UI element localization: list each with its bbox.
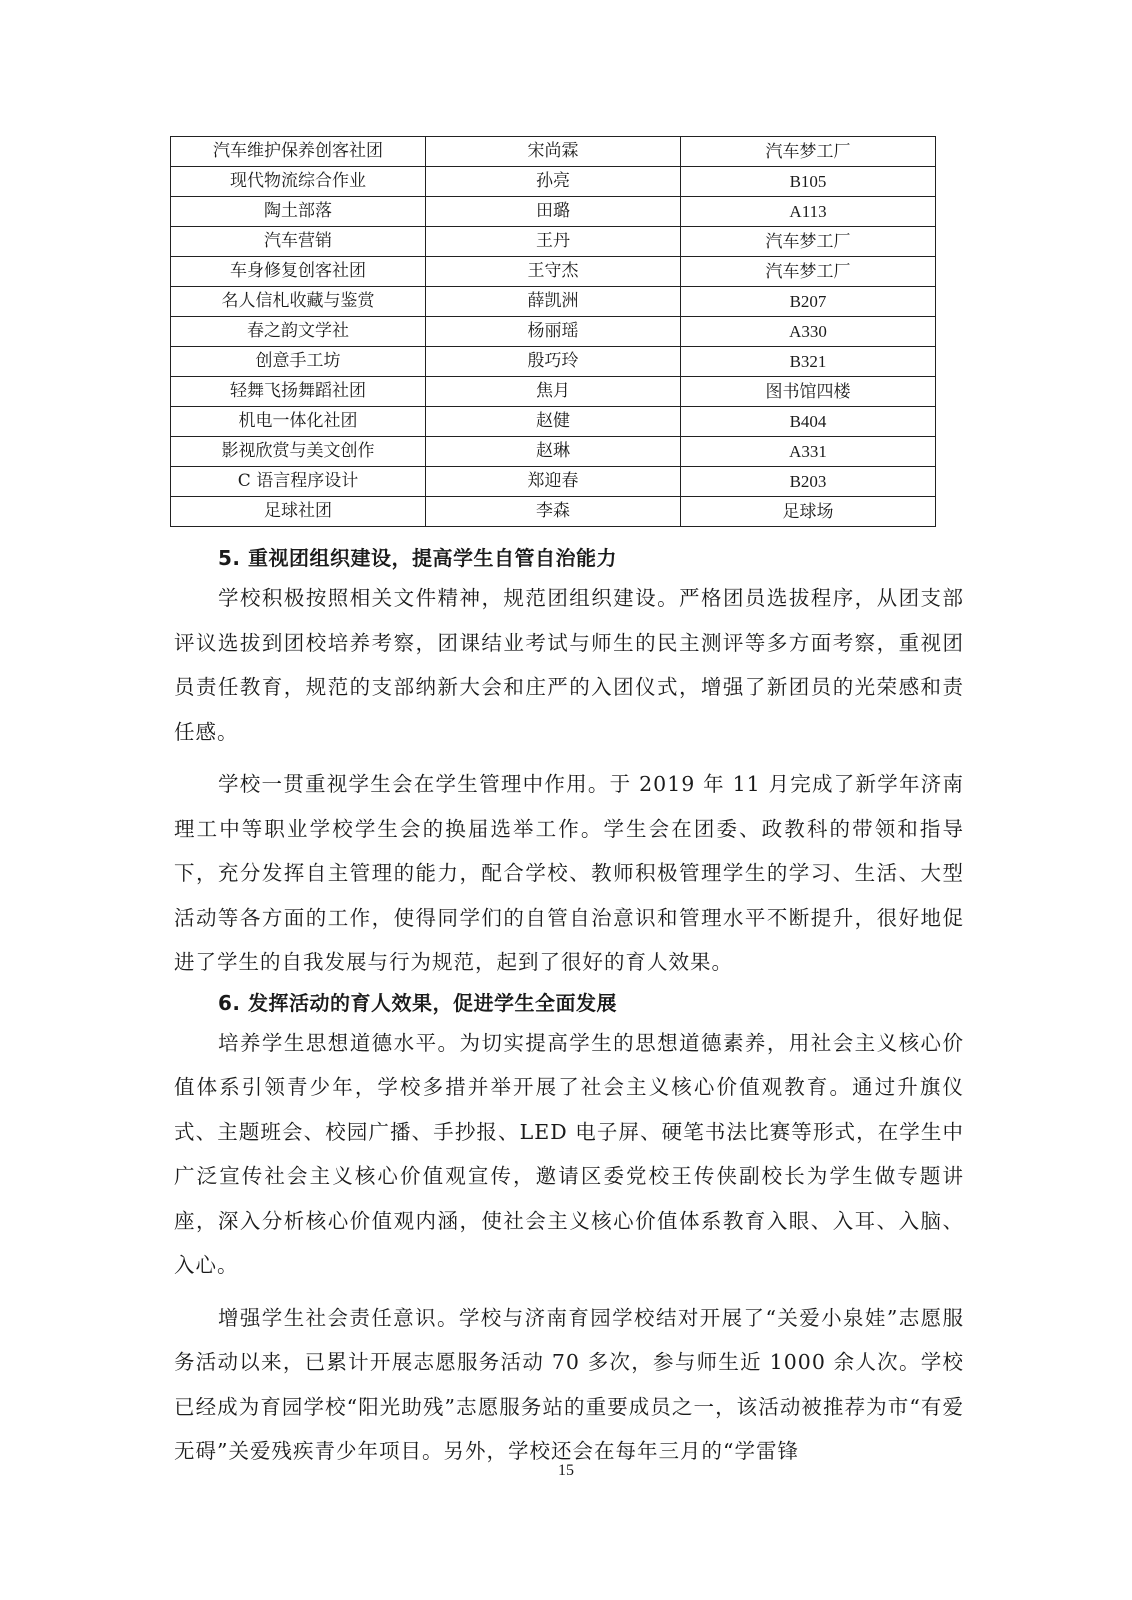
location-cell: 汽车梦工厂 (681, 137, 936, 167)
teacher-name-cell: 薛凯洲 (426, 287, 681, 317)
location-cell: 足球场 (681, 497, 936, 527)
club-name-cell: C 语言程序设计 (171, 467, 426, 497)
teacher-name-cell: 王丹 (426, 227, 681, 257)
page-number: 15 (558, 1462, 574, 1479)
location-cell: B207 (681, 287, 936, 317)
club-name-cell: 名人信札收藏与鉴赏 (171, 287, 426, 317)
club-name-cell: 汽车营销 (171, 227, 426, 257)
location-cell: A331 (681, 437, 936, 467)
location-cell: A113 (681, 197, 936, 227)
teacher-name-cell: 赵琳 (426, 437, 681, 467)
club-name-cell: 春之韵文学社 (171, 317, 426, 347)
table-row (171, 437, 936, 467)
teacher-name-cell: 孙亮 (426, 167, 681, 197)
section-6-heading: 6. 发挥活动的育人效果，促进学生全面发展 (218, 990, 617, 1015)
club-name-cell: 机电一体化社团 (171, 407, 426, 437)
teacher-name-cell: 田璐 (426, 197, 681, 227)
location-cell: 汽车梦工厂 (681, 257, 936, 287)
teacher-name-cell: 杨丽瑶 (426, 317, 681, 347)
teacher-name-cell: 王守杰 (426, 257, 681, 287)
club-name-cell: 影视欣赏与美文创作 (171, 437, 426, 467)
teacher-name-cell: 赵健 (426, 407, 681, 437)
teacher-name-cell: 宋尚霖 (426, 137, 681, 167)
club-name-cell: 车身修复创客社团 (171, 257, 426, 287)
section-5-paragraph-1: 学校积极按照相关文件精神，规范团组织建设。严格团员选拔程序，从团支部评议选拔到团校培养考察，团课结业考试与师生的民主测评等多方面考察，重视团员责任教育，规范的支部纳新大会和庄严的入团仪式，增强了新团员的光荣感和责任感。 (174, 586, 964, 744)
table-row (171, 287, 936, 317)
section-5-heading: 5. 重视团组织建设，提高学生自管自治能力 (218, 546, 617, 570)
location-cell: B404 (681, 407, 936, 437)
club-name-cell: 汽车维护保养创客社团 (171, 137, 426, 167)
section-6-paragraph-2: 增强学生社会责任意识。学校与济南育园学校结对开展了“关爱小泉娃”志愿服务活动以来，已累计开展志愿服务活动 70 多次，参与师生近 1000 余人次。学校已经成为育园学校“阳光助残”志愿服务站的重要成员之一，该活动被推荐为市“有爱无碍”关爱残疾青少年项目。另外，学校还会在每年三月的“学雷锋 (174, 1305, 964, 1463)
table-row (171, 167, 936, 197)
table-row (171, 197, 936, 227)
club-name-cell: 现代物流综合作业 (171, 167, 426, 197)
location-cell: B321 (681, 347, 936, 377)
location-cell: B203 (681, 467, 936, 497)
club-name-cell: 创意手工坊 (171, 347, 426, 377)
section-5-paragraph-2: 学校一贯重视学生会在学生管理中作用。于 2019 年 11 月完成了新学年济南理工中等职业学校学生会的换届选举工作。学生会在团委、政教科的带领和指导下，充分发挥自主管理的能力，配合学校、教师积极管理学生的学习、生活、大型活动等各方面的工作，使得同学们的自管自治意识和管理水平不断提升，很好地促进了学生的自我发展与行为规范，起到了很好的育人效果。 (174, 772, 964, 974)
body-content (174, 540, 964, 1474)
table-row (171, 467, 936, 497)
club-name-cell: 足球社团 (171, 497, 426, 527)
club-name-cell: 轻舞飞扬舞蹈社团 (171, 377, 426, 407)
section-6-paragraph-1: 培养学生思想道德水平。为切实提高学生的思想道德素养，用社会主义核心价值体系引领青少年，学校多措并举开展了社会主义核心价值观教育。通过升旗仪式、主题班会、校园广播、手抄报、LED 电子屏、硬笔书法比赛等形式，在学生中广泛宣传社会主义核心价值观宣传，邀请区委党校王传侠副校长为学生做专题讲座，深入分析核心价值观内涵，使社会主义核心价值体系教育入眼、入耳、入脑、入心。 (174, 1030, 964, 1277)
location-cell: 汽车梦工厂 (681, 227, 936, 257)
teacher-name-cell: 郑迎春 (426, 467, 681, 497)
table-row (171, 227, 936, 257)
clubs-table-body (171, 137, 936, 527)
location-cell: B105 (681, 167, 936, 197)
table-row (171, 377, 936, 407)
location-cell: A330 (681, 317, 936, 347)
table-row (171, 497, 936, 527)
club-name-cell: 陶土部落 (171, 197, 426, 227)
teacher-name-cell: 殷巧玲 (426, 347, 681, 377)
teacher-name-cell: 焦月 (426, 377, 681, 407)
table-row (171, 317, 936, 347)
table-row (171, 257, 936, 287)
location-cell: 图书馆四楼 (681, 377, 936, 407)
table-row (171, 407, 936, 437)
teacher-name-cell: 李森 (426, 497, 681, 527)
table-row (171, 347, 936, 377)
table-row (171, 137, 936, 167)
clubs-table (170, 136, 936, 527)
